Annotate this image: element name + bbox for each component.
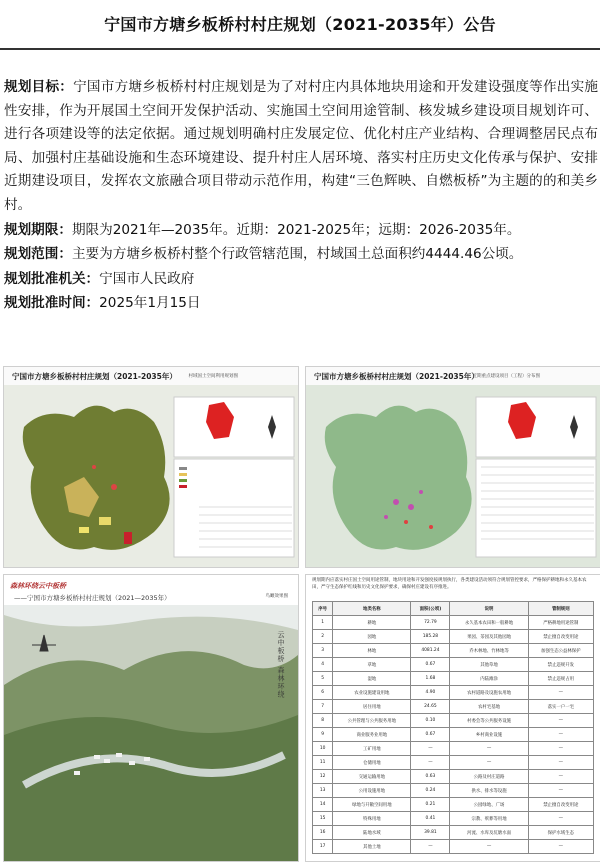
table-cell-area: 0.21 — [411, 798, 450, 812]
table-cell-no: 16 — [313, 826, 333, 840]
section-date — [4, 292, 598, 316]
table-row — [313, 770, 594, 784]
section-text: 2025年1月15日 — [99, 295, 201, 312]
aerial-slogan: 森林环绕云中板桥 — [10, 582, 66, 590]
table-cell-area: — — [411, 840, 450, 854]
table-cell-no: 6 — [313, 686, 333, 700]
table-cell-name: 交通运输用地 — [333, 770, 411, 784]
table-cell-name: 陆地水域 — [333, 826, 411, 840]
table-header-cell: 管制规则 — [528, 602, 593, 616]
aerial-title: ——宁国市方塘乡板桥村村庄规划（2021—2035年） — [14, 594, 171, 602]
table-cell-desc: 河流、水库及坑塘水面 — [450, 826, 528, 840]
table-cell-name: 草地 — [333, 658, 411, 672]
table-cell-rule: 严格耕地用途管制 — [528, 616, 593, 630]
aerial-vertical-text: 云中板桥 森林环绕 — [277, 631, 285, 699]
table-cell-area: 24.65 — [411, 700, 450, 714]
section-label: 规划范围： — [4, 246, 72, 263]
table-cell-name: 林地 — [333, 644, 411, 658]
section-label: 规划批准时间： — [4, 295, 100, 312]
table-row — [313, 812, 594, 826]
land-use-map-image — [4, 367, 298, 567]
table-cell-area: 1.68 — [411, 672, 450, 686]
table-cell-area: 4.90 — [411, 686, 450, 700]
table-cell-name: 居住用地 — [333, 700, 411, 714]
table-cell-desc: 内陆滩涂 — [450, 672, 528, 686]
page-title: 宁国市方塘乡板桥村村庄规划（2021-2035年）公告 — [104, 15, 496, 34]
table-cell-no: 11 — [313, 756, 333, 770]
table-cell-rule: — — [528, 840, 593, 854]
table-cell-name: 工矿用地 — [333, 742, 411, 756]
section-label: 规划批准机关： — [4, 270, 100, 287]
aerial-subtitle: 鸟瞰效果图 — [265, 594, 288, 599]
table-header-cell: 序号 — [313, 602, 333, 616]
map-subtitle: 村域国土空间利用规划图 — [188, 374, 238, 379]
table-cell-desc: 宗教、殡葬等用地 — [450, 812, 528, 826]
table-row — [313, 672, 594, 686]
table-cell-rule: — — [528, 784, 593, 798]
table-cell-desc: — — [450, 742, 528, 756]
table-row — [313, 616, 594, 630]
table-cell-desc: — — [450, 840, 528, 854]
section-text: 期限为2021年—2035年。近期：2021-2025年；远期：2026-2035年。 — [71, 221, 521, 238]
table-cell-desc: 农村宅基地 — [450, 700, 528, 714]
table-cell-rule: — — [528, 742, 593, 756]
table-cell-no: 12 — [313, 770, 333, 784]
land-use-table — [312, 601, 594, 854]
table-header-cell: 地类名称 — [333, 602, 411, 616]
projects-map-image — [306, 367, 600, 567]
table-cell-no: 4 — [313, 658, 333, 672]
table-cell-no: 3 — [313, 644, 333, 658]
table-cell-rule: 禁止违规开发 — [528, 658, 593, 672]
table-row — [313, 840, 594, 854]
table-cell-rule: — — [528, 756, 593, 770]
table-cell-area: 39.81 — [411, 826, 450, 840]
table-cell-name: 公共管理与公共服务用地 — [333, 714, 411, 728]
table-cell-name: 特殊用地 — [333, 812, 411, 826]
table-cell-rule: 加强生态公益林保护 — [528, 644, 593, 658]
table-cell-name: 园地 — [333, 630, 411, 644]
table-cell-no: 9 — [313, 728, 333, 742]
land-use-map-panel[interactable] — [3, 366, 299, 568]
map-subtitle: 近期重点建设项目（工程）分布图 — [472, 374, 540, 379]
table-cell-rule: — — [528, 812, 593, 826]
table-cell-rule: 落实一户一宅 — [528, 700, 593, 714]
table-cell-desc: 农村道路及设施农用地 — [450, 686, 528, 700]
table-cell-no: 15 — [313, 812, 333, 826]
table-row — [313, 784, 594, 798]
table-cell-name: 农业设施建设用地 — [333, 686, 411, 700]
announcement-body — [4, 76, 598, 317]
table-cell-no: 2 — [313, 630, 333, 644]
aerial-view-panel[interactable] — [3, 574, 299, 862]
map-title: 宁国市方塘乡板桥村村庄规划（2021-2035年） — [12, 372, 177, 381]
table-cell-no: 14 — [313, 798, 333, 812]
table-cell-no: 1 — [313, 616, 333, 630]
table-row — [313, 756, 594, 770]
table-cell-name: 湿地 — [333, 672, 411, 686]
table-row — [313, 714, 594, 728]
table-cell-area: 0.63 — [411, 770, 450, 784]
table-cell-area: 0.41 — [411, 812, 450, 826]
section-text: 宁国市方塘乡板桥村村庄规划是为了对村庄内具体地块用途和开发建设强度等作出实施性安排，作为开展国土空间开发保护活动、实施国土空间用途管制、核发城乡建设项目规划许可、进行各项建设等的法定依据。通过规划明确村庄发展定位、优化村庄产业结构、合理调整居民点布局、加强村庄基础设施和生态环境建设、提升村庄人居环境、落实村庄历史文化传承与保护、安排近期建设项目，发挥农文旅融合项目带动示范作用，构建“三色辉映、自燃板桥”为主题的的和美乡村。 — [4, 79, 599, 213]
table-cell-no: 8 — [313, 714, 333, 728]
table-cell-no: 5 — [313, 672, 333, 686]
table-row — [313, 658, 594, 672]
table-cell-desc: 其他草地 — [450, 658, 528, 672]
table-cell-rule: — — [528, 770, 593, 784]
table-cell-name: 绿地与开敞空间用地 — [333, 798, 411, 812]
section-scope — [4, 243, 598, 267]
section-text: 宁国市人民政府 — [99, 270, 195, 287]
table-note: 规划期内应落实村庄国土空间用途管制，地块用途和开发强度按规划执行，各类建设活动须符合规划管控要求，严格保护耕地和永久基本农田，严守生态保护红线和历史文化保护要求，确保村庄建设有序推进。 — [312, 578, 587, 590]
table-cell-area: 0.10 — [411, 714, 450, 728]
table-cell-desc: 果园、茶园及其他园地 — [450, 630, 528, 644]
map-title: 宁国市方塘乡板桥村村庄规划（2021-2035年） — [314, 372, 479, 381]
table-row — [313, 644, 594, 658]
table-row — [313, 700, 594, 714]
table-cell-area: — — [411, 756, 450, 770]
table-cell-desc: 公路及村庄道路 — [450, 770, 528, 784]
table-cell-rule: — — [528, 728, 593, 742]
table-cell-name: 其他土地 — [333, 840, 411, 854]
table-cell-no: 17 — [313, 840, 333, 854]
projects-map-panel[interactable] — [305, 366, 600, 568]
table-body — [313, 616, 594, 854]
table-cell-area: 4081.24 — [411, 644, 450, 658]
aerial-view-image — [4, 575, 298, 861]
table-cell-area: 0.24 — [411, 784, 450, 798]
section-authority — [4, 268, 598, 292]
table-cell-name: 仓储用地 — [333, 756, 411, 770]
table-cell-desc: — — [450, 756, 528, 770]
section-label: 规划目标： — [4, 79, 74, 95]
table-cell-no: 10 — [313, 742, 333, 756]
table-cell-desc: 公园绿地、广场 — [450, 798, 528, 812]
table-header-cell: 面积(公顷) — [411, 602, 450, 616]
table-cell-desc: 永久基本农田和一般耕地 — [450, 616, 528, 630]
table-cell-no: 7 — [313, 700, 333, 714]
table-row — [313, 686, 594, 700]
table-cell-desc: 乔木林地、竹林地等 — [450, 644, 528, 658]
table-cell-rule: — — [528, 686, 593, 700]
table-cell-rule: 禁止擅自改变用途 — [528, 798, 593, 812]
section-goal — [4, 76, 598, 218]
table-cell-desc: 乡村商业设施 — [450, 728, 528, 742]
table-cell-name: 耕地 — [333, 616, 411, 630]
table-row — [313, 630, 594, 644]
table-cell-name: 公用设施用地 — [333, 784, 411, 798]
table-cell-rule: 禁止违规占用 — [528, 672, 593, 686]
table-cell-area: 185.28 — [411, 630, 450, 644]
table-cell-no: 13 — [313, 784, 333, 798]
table-cell-rule: 保护水域生态 — [528, 826, 593, 840]
title-divider — [0, 48, 600, 50]
table-cell-area: — — [411, 742, 450, 756]
section-text: 主要为方塘乡板桥村整个行政管辖范围，村域国土总面积约4444.46公顷。 — [71, 246, 523, 263]
table-row — [313, 798, 594, 812]
table-row — [313, 826, 594, 840]
section-period — [4, 219, 598, 243]
table-row — [313, 728, 594, 742]
table-header-row — [313, 602, 594, 616]
table-row — [313, 742, 594, 756]
table-cell-area: 0.67 — [411, 728, 450, 742]
section-label: 规划期限： — [4, 221, 72, 238]
table-cell-area: 0.67 — [411, 658, 450, 672]
table-cell-rule: 禁止擅自改变用途 — [528, 630, 593, 644]
table-cell-name: 商业服务业用地 — [333, 728, 411, 742]
land-use-table-panel[interactable] — [305, 574, 600, 862]
table-cell-desc: 供水、排水等设施 — [450, 784, 528, 798]
table-header-cell: 说明 — [450, 602, 528, 616]
table-cell-rule: — — [528, 714, 593, 728]
table-cell-area: 72.79 — [411, 616, 450, 630]
table-cell-desc: 村委会等公共服务设施 — [450, 714, 528, 728]
